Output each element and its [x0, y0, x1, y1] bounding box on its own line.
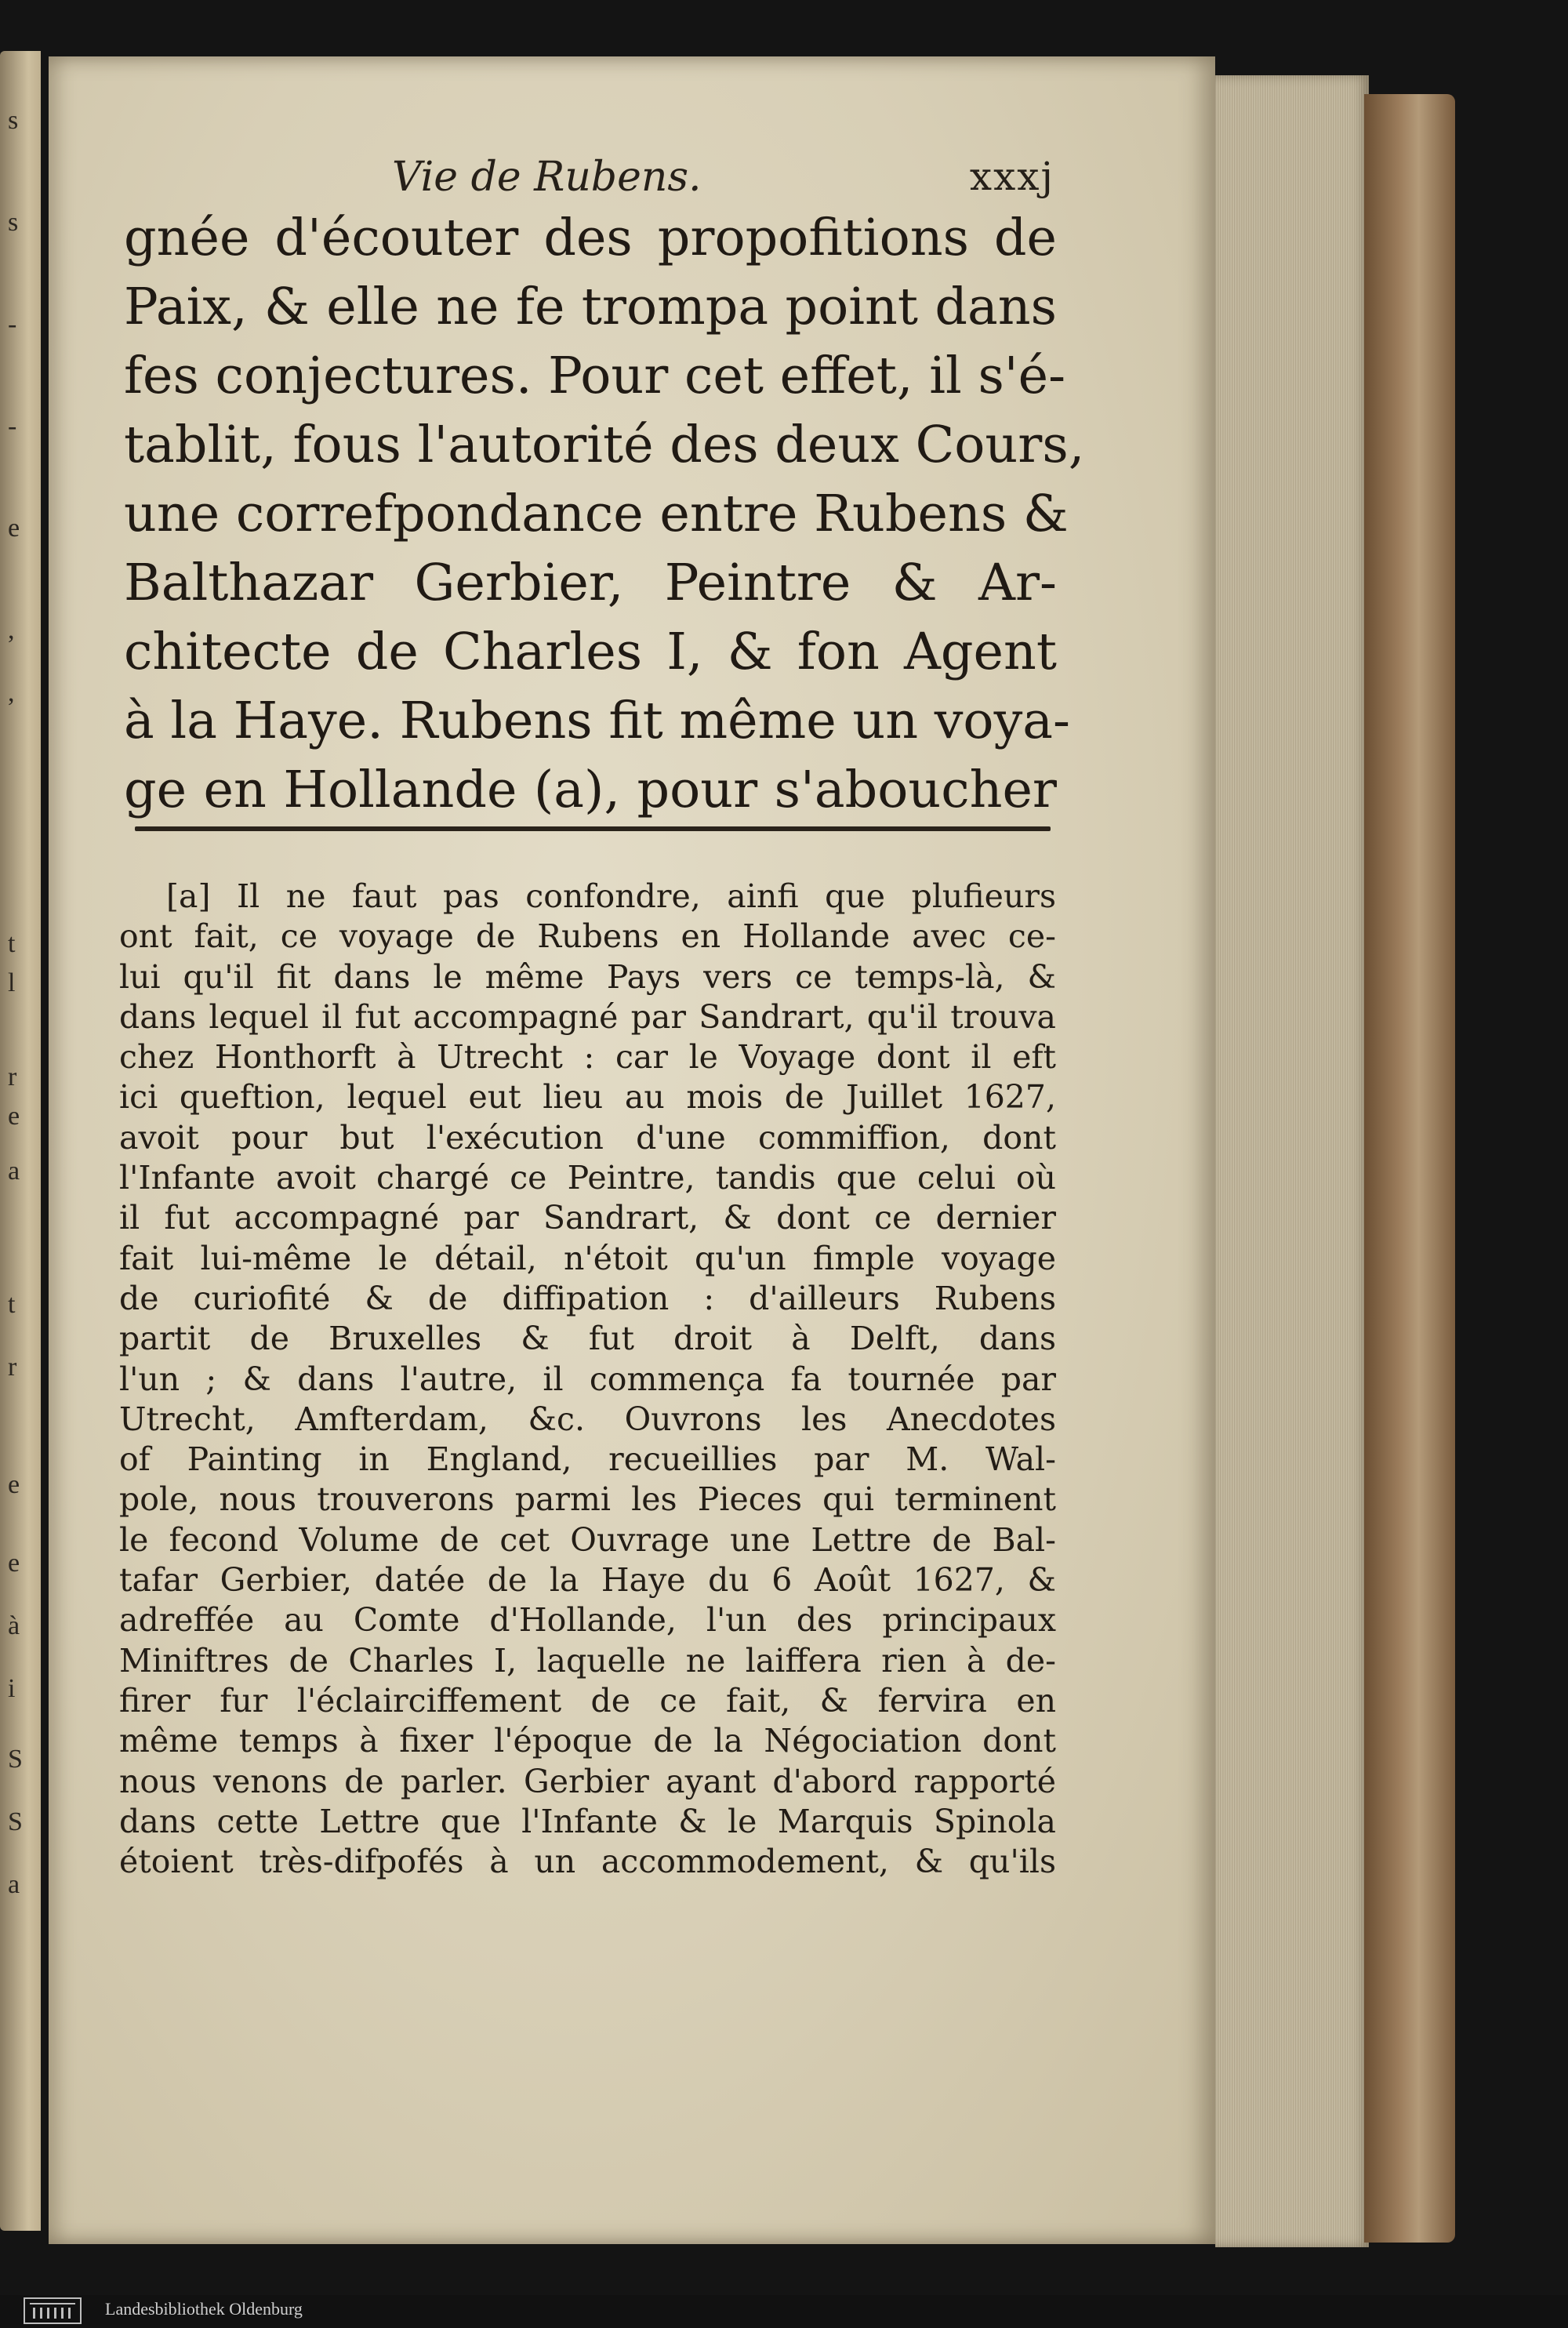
text-line: chitecte de Charles I, & fon Agent [124, 623, 1057, 681]
footnote-separator-rule [135, 826, 1051, 831]
footnote-line: partit de Bruxelles & fut droit à Delft, dans [119, 1320, 1056, 1358]
fragment: e [8, 514, 20, 543]
footnote-line: tafar Gerbier, datée de la Haye du 6 Août 1627, & [119, 1561, 1056, 1600]
footnote-line: [a] Il ne faut pas confondre, ainfi que plufieurs [166, 877, 1056, 915]
fragment: t [8, 1290, 16, 1319]
footnote-line: ont fait, ce voyage de Rubens en Hollande avec ce- [119, 917, 1056, 956]
fragment: S [8, 1745, 23, 1774]
footnote-line: nous venons de parler. Gerbier ayant d'abord rapporté [119, 1762, 1056, 1800]
fragment: à [8, 1611, 20, 1640]
page-block-edge [1215, 75, 1369, 2247]
text-line: une correfpondance entre Rubens & [124, 485, 1069, 543]
footnote-line: Miniftres de Charles I, laquelle ne laiffera rien à de- [119, 1641, 1056, 1680]
fragment: e [8, 1470, 20, 1499]
fragment: t [8, 929, 16, 958]
footnote-line: of Painting in England, recueillies par M. Wal- [119, 1440, 1056, 1479]
text-line: fes conjectures. Pour cet effet, il s'é- [124, 347, 1066, 405]
text-line: ge en Hollande (a), pour s'aboucher [124, 761, 1057, 819]
footnote-line: ici queftion, lequel eut lieu au mois de Juillet 1627, [119, 1078, 1056, 1117]
fragment: s [8, 208, 19, 237]
fragment: s [8, 106, 19, 135]
footnote-line: même temps à fixer l'époque de la Négociation dont [119, 1722, 1056, 1760]
left-page-fragments [3, 51, 34, 2231]
footnote-line: pole, nous trouverons parmi les Pieces qui terminent [119, 1480, 1056, 1519]
text-line: Balthazar Gerbier, Peintre & Ar- [124, 554, 1057, 612]
fragment: S [8, 1807, 23, 1836]
fragment: - [8, 310, 17, 339]
fragment: r [8, 1353, 17, 1382]
fragment: - [8, 412, 17, 441]
fragment: i [8, 1674, 16, 1703]
footnote-line: Utrecht, Amfterdam, &c. Ouvrons les Anecdotes [119, 1400, 1056, 1438]
footnote-line: firer fur l'éclairciffement de ce fait, & fervira en [119, 1681, 1056, 1720]
fragment: a [8, 1157, 20, 1186]
footnote-line: avoit pour but l'exécution d'une commiffion, dont [119, 1118, 1056, 1157]
page-number: xxxj [969, 154, 1054, 199]
footnote-line: adreffée au Comte d'Hollande, l'un des principaux [119, 1601, 1056, 1640]
footnote-line: chez Honthorft à Utrecht : car le Voyage dont il eft [119, 1038, 1056, 1077]
footnote-line: lui qu'il fit dans le même Pays vers ce temps-là, & [119, 957, 1056, 996]
leather-cover [1364, 94, 1455, 2243]
running-title: Vie de Rubens. [392, 154, 702, 201]
footnote-line: dans lequel il fut accompagné par Sandrart, qu'il trouva [119, 997, 1056, 1036]
fragment: , [8, 616, 15, 645]
footnote-line: fait lui-même le détail, n'étoit qu'un fimple voyage [119, 1239, 1056, 1277]
footnote-line: le fecond Volume de cet Ouvrage une Lettre de Bal- [119, 1520, 1056, 1559]
fragment: e [8, 1102, 20, 1131]
page-header [125, 154, 1054, 209]
library-building-icon [24, 2297, 82, 2324]
text-line: à la Haye. Rubens fit même un voya- [124, 692, 1071, 750]
footnote [119, 877, 1056, 1882]
text-line: tablit, fous l'autorité des deux Cours, [124, 416, 1085, 474]
footnote-line: il fut accompagné par Sandrart, & dont ce dernier [119, 1199, 1056, 1237]
fragment: e [8, 1549, 20, 1578]
text-line: gnée d'écouter des propofitions de [124, 209, 1057, 267]
text-line: Paix, & elle ne fe trompa point dans [124, 278, 1057, 336]
left-page-edge [0, 51, 41, 2231]
footnote-line: étoient très-difpofés à un accommodement, & qu'ils [119, 1843, 1056, 1881]
fragment: l [8, 968, 16, 997]
library-name: Landesbibliothek Oldenburg [105, 2299, 303, 2319]
fragment: , [8, 678, 15, 707]
footnote-line: de curiofité & de diffipation : d'ailleurs Rubens [119, 1279, 1056, 1317]
main-text [124, 204, 1085, 825]
fragment: r [8, 1062, 17, 1091]
fragment: a [8, 1870, 20, 1899]
footnote-line: dans cette Lettre que l'Infante & le Marquis Spinola [119, 1802, 1056, 1840]
footnote-line: l'Infante avoit chargé ce Peintre, tandis que celui où [119, 1159, 1056, 1197]
footnote-line: l'un ; & dans l'autre, il commença fa tournée par [119, 1360, 1056, 1398]
